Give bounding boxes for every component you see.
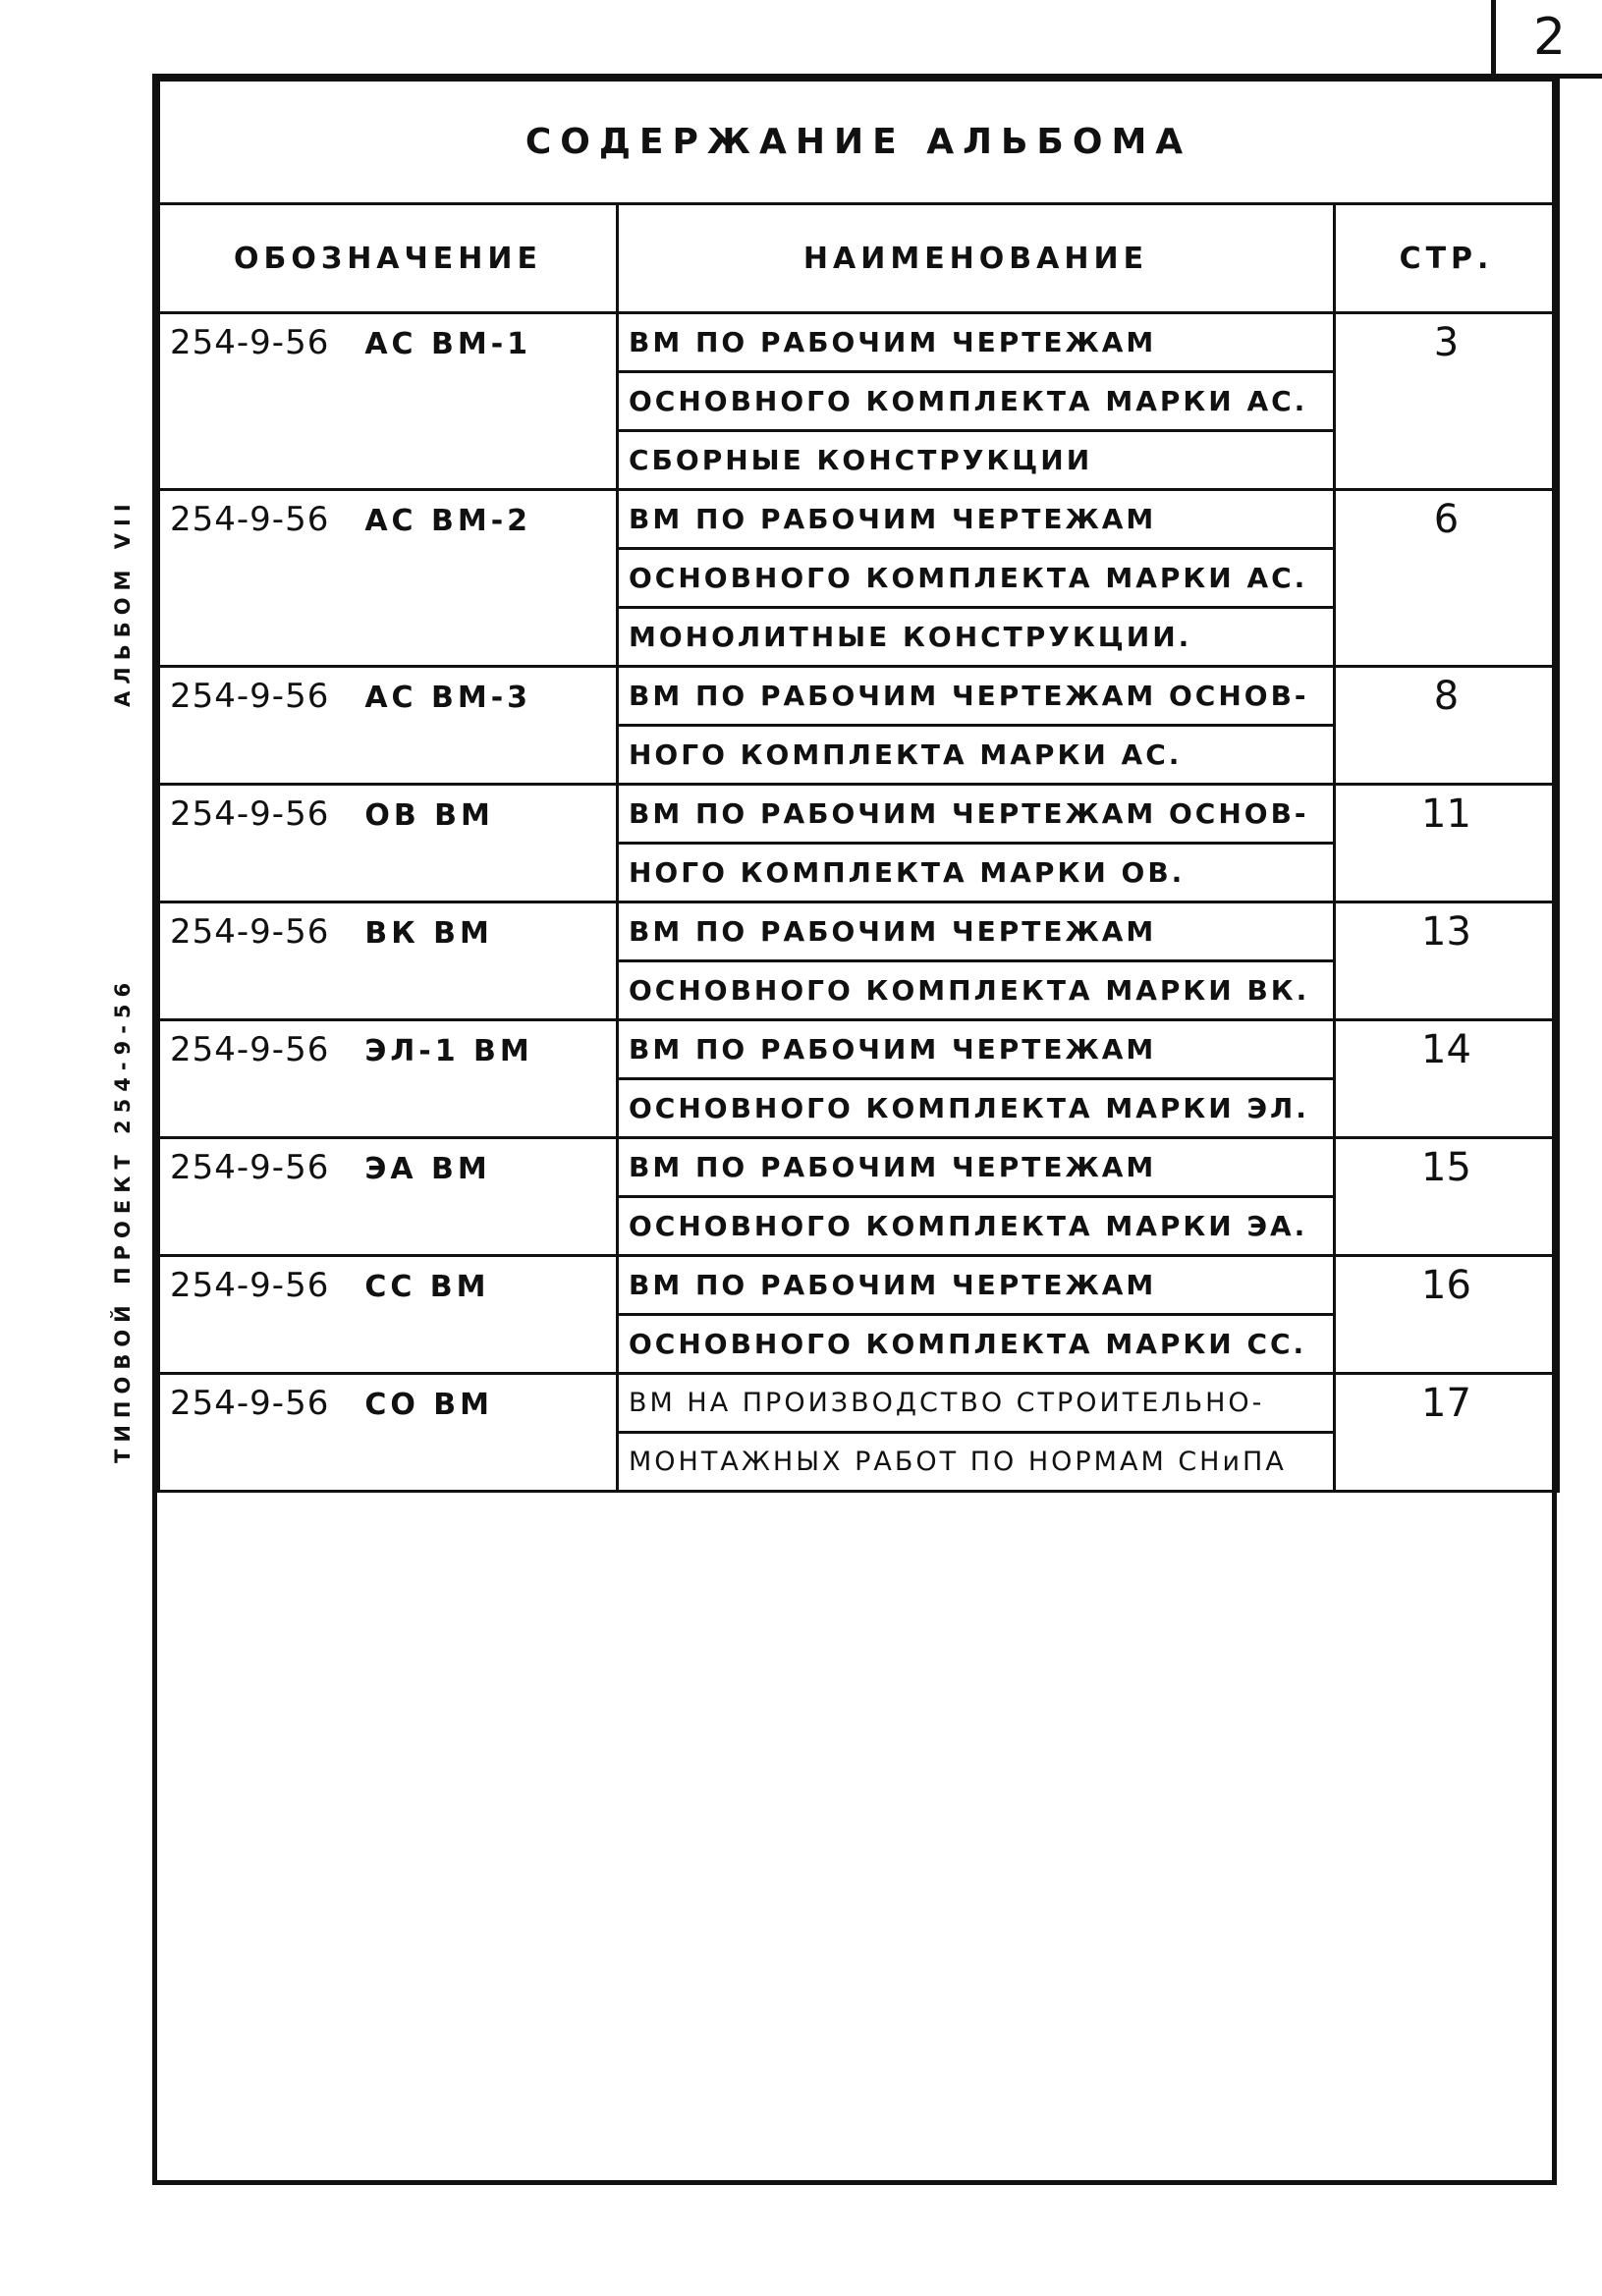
title-row bbox=[159, 81, 1559, 204]
page-cell-empty bbox=[1335, 844, 1559, 902]
table-row bbox=[159, 372, 1559, 431]
table-row bbox=[159, 608, 1559, 667]
table-row bbox=[159, 902, 1559, 961]
entry-mark: АС ВМ-2 bbox=[364, 504, 532, 539]
entry-mark: СС ВМ bbox=[364, 1270, 490, 1305]
name-line: ВМ ПО РАБОЧИМ ЧЕРТЕЖАМ bbox=[618, 313, 1335, 372]
header-row bbox=[159, 204, 1559, 313]
page-cell-empty bbox=[1335, 726, 1559, 785]
entry-code: 254-9-56 bbox=[170, 794, 330, 835]
page-value: 13 bbox=[1335, 902, 1559, 961]
name-line: СБОРНЫЕ КОНСТРУКЦИИ bbox=[618, 431, 1335, 490]
entry-code: 254-9-56 bbox=[170, 1384, 330, 1424]
table-row bbox=[159, 667, 1559, 726]
entry-code: 254-9-56 bbox=[170, 1030, 330, 1070]
table-row bbox=[159, 1079, 1559, 1138]
page-cell-empty bbox=[1335, 372, 1559, 431]
entry-mark: ЭЛ-1 ВМ bbox=[364, 1034, 533, 1069]
table-row bbox=[159, 313, 1559, 372]
table-row bbox=[159, 1138, 1559, 1197]
table-row bbox=[159, 726, 1559, 785]
table-row bbox=[159, 1433, 1559, 1492]
contents-table bbox=[157, 79, 1560, 1493]
designation-cell bbox=[159, 313, 618, 372]
table-row bbox=[159, 1256, 1559, 1315]
table-row bbox=[159, 1197, 1559, 1256]
designation-cell-empty bbox=[159, 1433, 618, 1492]
name-line: ВМ ПО РАБОЧИМ ЧЕРТЕЖАМ ОСНОВ- bbox=[618, 785, 1335, 844]
name-line: МОНОЛИТНЫЕ КОНСТРУКЦИИ. bbox=[618, 608, 1335, 667]
page-cell-empty bbox=[1335, 961, 1559, 1020]
designation-cell bbox=[159, 667, 618, 726]
page-value: 11 bbox=[1335, 785, 1559, 844]
designation-cell-empty bbox=[159, 1315, 618, 1374]
side-label-album: АЛЬБОМ VII bbox=[111, 497, 135, 707]
entry-mark: АС ВМ-3 bbox=[364, 681, 532, 716]
designation-cell-empty bbox=[159, 726, 618, 785]
entry-mark: АС ВМ-1 bbox=[364, 327, 532, 362]
designation-cell bbox=[159, 902, 618, 961]
header-page: СТР. bbox=[1335, 204, 1559, 313]
table-row bbox=[159, 549, 1559, 608]
designation-cell-empty bbox=[159, 1079, 618, 1138]
designation-cell bbox=[159, 1138, 618, 1197]
table-row bbox=[159, 785, 1559, 844]
entry-code: 254-9-56 bbox=[170, 912, 330, 953]
name-line: ОСНОВНОГО КОМПЛЕКТА МАРКИ ЭЛ. bbox=[618, 1079, 1335, 1138]
table-row bbox=[159, 490, 1559, 549]
designation-cell-empty bbox=[159, 549, 618, 608]
designation-cell-empty bbox=[159, 1197, 618, 1256]
page-value: 3 bbox=[1335, 313, 1559, 372]
header-designation: ОБОЗНАЧЕНИЕ bbox=[159, 204, 618, 313]
name-line: ОСНОВНОГО КОМПЛЕКТА МАРКИ ЭА. bbox=[618, 1197, 1335, 1256]
page-number: 2 bbox=[1532, 8, 1567, 67]
name-line: ВМ ПО РАБОЧИМ ЧЕРТЕЖАМ ОСНОВ- bbox=[618, 667, 1335, 726]
table-row bbox=[159, 961, 1559, 1020]
name-line: НОГО КОМПЛЕКТА МАРКИ АС. bbox=[618, 726, 1335, 785]
name-line: НОГО КОМПЛЕКТА МАРКИ ОВ. bbox=[618, 844, 1335, 902]
name-line: ВМ НА ПРОИЗВОДСТВО СТРОИТЕЛЬНО- bbox=[618, 1374, 1335, 1433]
designation-cell-empty bbox=[159, 372, 618, 431]
page-cell-empty bbox=[1335, 608, 1559, 667]
name-line: ОСНОВНОГО КОМПЛЕКТА МАРКИ АС. bbox=[618, 549, 1335, 608]
name-line: ВМ ПО РАБОЧИМ ЧЕРТЕЖАМ bbox=[618, 490, 1335, 549]
entry-code: 254-9-56 bbox=[170, 500, 330, 540]
designation-cell bbox=[159, 785, 618, 844]
table-row bbox=[159, 1020, 1559, 1079]
name-line: ОСНОВНОГО КОМПЛЕКТА МАРКИ ВК. bbox=[618, 961, 1335, 1020]
name-line: МОНТАЖНЫХ РАБОТ ПО НОРМАМ СНиПА bbox=[618, 1433, 1335, 1492]
table-row bbox=[159, 1374, 1559, 1433]
side-label-project: ТИПОВОЙ ПРОЕКТ 254-9-56 bbox=[111, 975, 135, 1463]
page-value: 17 bbox=[1335, 1374, 1559, 1433]
designation-cell bbox=[159, 1256, 618, 1315]
entry-code: 254-9-56 bbox=[170, 1266, 330, 1306]
designation-cell-empty bbox=[159, 844, 618, 902]
name-line: ВМ ПО РАБОЧИМ ЧЕРТЕЖАМ bbox=[618, 1020, 1335, 1079]
page-value: 14 bbox=[1335, 1020, 1559, 1079]
table-title: СОДЕРЖАНИЕ АЛЬБОМА bbox=[159, 81, 1559, 204]
page-cell-empty bbox=[1335, 1315, 1559, 1374]
table-row bbox=[159, 1315, 1559, 1374]
page-value: 8 bbox=[1335, 667, 1559, 726]
page-value: 6 bbox=[1335, 490, 1559, 549]
page-value: 16 bbox=[1335, 1256, 1559, 1315]
name-line: ОСНОВНОГО КОМПЛЕКТА МАРКИ АС. bbox=[618, 372, 1335, 431]
table-row bbox=[159, 431, 1559, 490]
entry-code: 254-9-56 bbox=[170, 677, 330, 717]
entry-mark: ОВ ВМ bbox=[364, 798, 494, 834]
header-name: НАИМЕНОВАНИЕ bbox=[618, 204, 1335, 313]
name-line: ВМ ПО РАБОЧИМ ЧЕРТЕЖАМ bbox=[618, 1138, 1335, 1197]
name-line: ОСНОВНОГО КОМПЛЕКТА МАРКИ СС. bbox=[618, 1315, 1335, 1374]
designation-cell bbox=[159, 1020, 618, 1079]
page-cell-empty bbox=[1335, 1079, 1559, 1138]
name-line: ВМ ПО РАБОЧИМ ЧЕРТЕЖАМ bbox=[618, 1256, 1335, 1315]
page-cell-empty bbox=[1335, 1433, 1559, 1492]
page-value: 15 bbox=[1335, 1138, 1559, 1197]
designation-cell bbox=[159, 1374, 618, 1433]
table-row bbox=[159, 844, 1559, 902]
page-cell-empty bbox=[1335, 1197, 1559, 1256]
designation-cell-empty bbox=[159, 608, 618, 667]
entry-mark: СО ВМ bbox=[364, 1388, 494, 1423]
entry-code: 254-9-56 bbox=[170, 1148, 330, 1188]
entry-mark: ЭА ВМ bbox=[364, 1152, 491, 1187]
designation-cell bbox=[159, 490, 618, 549]
designation-cell-empty bbox=[159, 431, 618, 490]
designation-cell-empty bbox=[159, 961, 618, 1020]
entry-code: 254-9-56 bbox=[170, 323, 330, 363]
entry-mark: ВК ВМ bbox=[364, 916, 493, 952]
page-cell-empty bbox=[1335, 431, 1559, 490]
name-line: ВМ ПО РАБОЧИМ ЧЕРТЕЖАМ bbox=[618, 902, 1335, 961]
page-cell-empty bbox=[1335, 549, 1559, 608]
